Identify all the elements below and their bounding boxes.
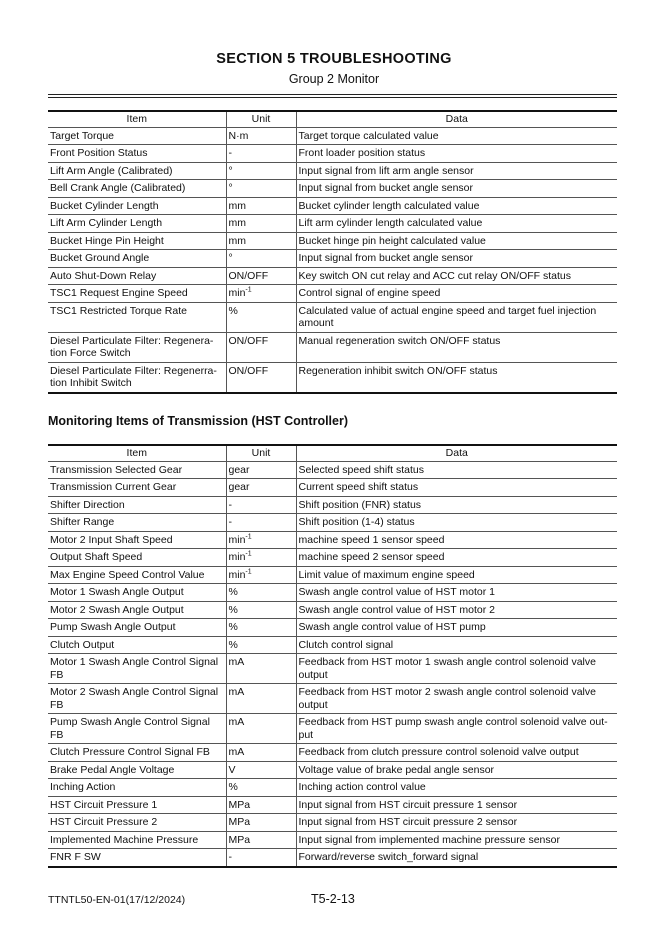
cell-item: Motor 2 Swash Angle Output [48,601,226,619]
cell-data: Feedback from HST motor 1 swash angle control solenoid valve output [296,654,617,684]
unit-text: % [228,304,238,317]
table-row [48,250,617,268]
cell-unit [226,162,296,180]
cell-item: Transmission Current Gear [48,479,226,497]
table-row [48,232,617,250]
unit-text: ON/OFF [228,269,269,282]
cell-item: Clutch Output [48,636,226,654]
unit-text: MPa [228,833,251,846]
section-subtitle: Group 2 Monitor [288,72,380,86]
unit-text: - [228,498,232,511]
unit-text: mm [228,234,246,247]
cell-item: Lift Arm Cylinder Length [48,215,226,233]
unit-text: % [228,603,238,616]
cell-data: Clutch control signal [296,636,617,654]
cell-unit [226,267,296,285]
cell-item: Bucket Ground Angle [48,250,226,268]
table-row [48,761,617,779]
unit-text: min [228,533,246,546]
table-row [48,514,617,532]
table-row [48,814,617,832]
cell-data: Current speed shift status [296,479,617,497]
unit-text: min [228,551,246,563]
table-row [48,215,617,233]
table-row [48,744,617,762]
cell-item: Motor 2 Swash Angle Control Signal FB [48,684,226,714]
cell-data: Input signal from lift arm angle sensor [296,162,617,180]
cell-item: Bucket Cylinder Length [48,197,226,215]
unit-text: - [228,516,232,528]
table-row [48,180,617,198]
table-row [48,197,617,215]
unit-text: V [228,763,236,776]
cell-item: HST Circuit Pressure 2 [48,814,226,832]
cell-item: Brake Pedal Angle Voltage [48,761,226,779]
column-header-data: Data [296,111,617,127]
cell-data: Feedback from HST pump swash angle control solenoid valve out-put [296,714,617,744]
table-row [48,714,617,744]
cell-unit [226,531,296,549]
cell-data: Selected speed shift status [296,461,617,479]
unit-superscript: -1 [245,568,252,575]
table-row [48,496,617,514]
unit-text: % [228,621,238,633]
cell-unit [226,461,296,479]
cell-data: machine speed 2 sensor speed [296,549,617,567]
cell-unit [226,849,296,867]
cell-item: Bell Crank Angle (Calibrated) [48,180,226,198]
table-row [48,601,617,619]
cell-data: Forward/reverse switch_forward signal [296,849,617,867]
cell-item: Implemented Machine Pressure [48,831,226,849]
cell-data: Feedback from clutch pressure control solenoid valve output [296,744,617,762]
cell-unit [226,779,296,797]
unit-text: mA [228,656,245,668]
section-title: SECTION 5 TROUBLESHOOTING [216,51,452,67]
cell-unit [226,362,296,393]
table-row [48,127,617,145]
cell-unit [226,285,296,303]
cell-item: Bucket Hinge Pin Height [48,232,226,250]
cell-unit [226,831,296,849]
cell-unit [226,232,296,250]
cell-item: Auto Shut-Down Relay [48,267,226,285]
table-row [48,636,617,654]
column-header-item: Item [48,111,226,127]
unit-text: MPa [228,798,251,811]
unit-text: ° [228,252,233,264]
unit-text: MPa [228,816,251,828]
cell-unit [226,180,296,198]
unit-text: mm [228,199,246,212]
unit-text: gear [228,481,250,493]
column-header-unit: Unit [226,111,296,127]
table-row [48,285,617,303]
cell-unit [226,514,296,532]
cell-data: Front loader position status [296,145,617,163]
header-rule-bottom [48,97,617,98]
cell-item: Transmission Selected Gear [48,461,226,479]
table-row [48,302,617,332]
page-header [0,50,668,88]
cell-item: Pump Swash Angle Output [48,619,226,637]
cell-item: Target Torque [48,127,226,145]
cell-item: Max Engine Speed Control Value [48,566,226,584]
table-row [48,362,617,393]
cell-item: TSC1 Request Engine Speed [48,285,226,303]
unit-text: - [228,851,232,863]
table-header-row [48,445,617,461]
cell-data: Voltage value of brake pedal angle sensor [296,761,617,779]
cell-data: Control signal of engine speed [296,285,617,303]
cell-data: Swash angle control value of HST motor 2 [296,601,617,619]
cell-data: Swash angle control value of HST pump [296,619,617,637]
cell-item: Clutch Pressure Control Signal FB [48,744,226,762]
table-row [48,584,617,602]
unit-text: gear [228,463,250,476]
cell-item: Motor 1 Swash Angle Output [48,584,226,602]
cell-data: machine speed 1 sensor speed [296,531,617,549]
transmission-items-table [48,444,617,868]
cell-data: Manual regeneration switch ON/OFF status [296,332,617,362]
cell-unit [226,479,296,497]
table-row [48,831,617,849]
cell-data: Shift position (1-4) status [296,514,617,532]
table-row [48,684,617,714]
cell-unit [226,332,296,362]
cell-unit [226,584,296,602]
cell-item: Diesel Particulate Filter: Regenera-tion Force Switch [48,332,226,362]
cell-unit [226,619,296,637]
cell-item: Motor 2 Input Shaft Speed [48,531,226,549]
monitor-items-table [48,110,617,394]
unit-text: % [228,638,238,651]
table-row [48,267,617,285]
unit-text: ° [228,182,233,194]
unit-superscript: -1 [245,286,252,294]
cell-item: FNR F SW [48,849,226,867]
table-row [48,162,617,180]
cell-unit [226,250,296,268]
cell-data: Shift position (FNR) status [296,496,617,514]
page-number: T5-2-13 [311,892,355,906]
cell-item: Inching Action [48,779,226,797]
unit-text: N·m [228,129,249,142]
unit-text: ° [228,164,233,177]
unit-text: mm [228,217,246,229]
column-header-unit: Unit [226,445,296,461]
cell-data: Input signal from implemented machine pressure sensor [296,831,617,849]
header-rule-top [48,94,617,95]
unit-text: % [228,586,238,598]
cell-item: Shifter Range [48,514,226,532]
table-row [48,145,617,163]
cell-unit [226,684,296,714]
document-code: TTNTL50-EN-01(17/12/2024) [48,894,186,906]
cell-unit [226,636,296,654]
cell-data: Input signal from bucket angle sensor [296,250,617,268]
cell-unit [226,654,296,684]
cell-data: Bucket cylinder length calculated value [296,197,617,215]
unit-text: min [228,568,246,581]
cell-data: Limit value of maximum engine speed [296,566,617,584]
cell-data: Regeneration inhibit switch ON/OFF status [296,362,617,393]
unit-text: mA [228,746,245,758]
cell-unit [226,601,296,619]
cell-data: Feedback from HST motor 2 swash angle control solenoid valve output [296,684,617,714]
unit-superscript: -1 [245,550,252,558]
cell-data: Lift arm cylinder length calculated value [296,215,617,233]
table-row [48,332,617,362]
cell-item: Front Position Status [48,145,226,163]
cell-unit [226,145,296,163]
cell-unit [226,714,296,744]
table-row [48,479,617,497]
unit-text: ON/OFF [228,334,269,347]
cell-item: Shifter Direction [48,496,226,514]
column-header-data: Data [296,445,617,461]
cell-data: Input signal from bucket angle sensor [296,180,617,198]
transmission-section-heading: Monitoring Items of Transmission (HST Controller) [48,414,349,428]
table-row [48,654,617,684]
cell-unit [226,761,296,779]
table-row [48,779,617,797]
cell-unit [226,127,296,145]
cell-unit [226,215,296,233]
cell-data: Bucket hinge pin height calculated value [296,232,617,250]
unit-text: mA [228,686,245,698]
cell-data: Calculated value of actual engine speed and target fuel injection amount [296,302,617,332]
cell-unit [226,796,296,814]
table-row [48,461,617,479]
cell-unit [226,197,296,215]
column-header-item: Item [48,445,226,461]
table-row [48,549,617,567]
table-header-row [48,111,617,127]
unit-text: ON/OFF [228,364,269,377]
table-row [48,531,617,549]
cell-item: Motor 1 Swash Angle Control Signal FB [48,654,226,684]
cell-unit [226,496,296,514]
table-row [48,849,617,867]
cell-data: Input signal from HST circuit pressure 1 sensor [296,796,617,814]
unit-text: % [228,781,238,793]
cell-item: Pump Swash Angle Control Signal FB [48,714,226,744]
cell-item: Diesel Particulate Filter: Regenerra-tion Inhibit Switch [48,362,226,393]
cell-data: Key switch ON cut relay and ACC cut relay ON/OFF status [296,267,617,285]
unit-text: - [228,147,232,159]
cell-unit [226,549,296,567]
table-row [48,796,617,814]
table-row [48,566,617,584]
cell-unit [226,302,296,332]
cell-item: Output Shaft Speed [48,549,226,567]
cell-unit [226,814,296,832]
cell-item: Lift Arm Angle (Calibrated) [48,162,226,180]
unit-superscript: -1 [245,533,252,540]
cell-unit [226,744,296,762]
cell-data: Swash angle control value of HST motor 1 [296,584,617,602]
cell-data: Input signal from HST circuit pressure 2 sensor [296,814,617,832]
cell-item: HST Circuit Pressure 1 [48,796,226,814]
table-row [48,619,617,637]
cell-data: Inching action control value [296,779,617,797]
unit-text: min [228,287,246,299]
unit-text: mA [228,716,245,728]
cell-unit [226,566,296,584]
cell-data: Target torque calculated value [296,127,617,145]
cell-item: TSC1 Restricted Torque Rate [48,302,226,332]
